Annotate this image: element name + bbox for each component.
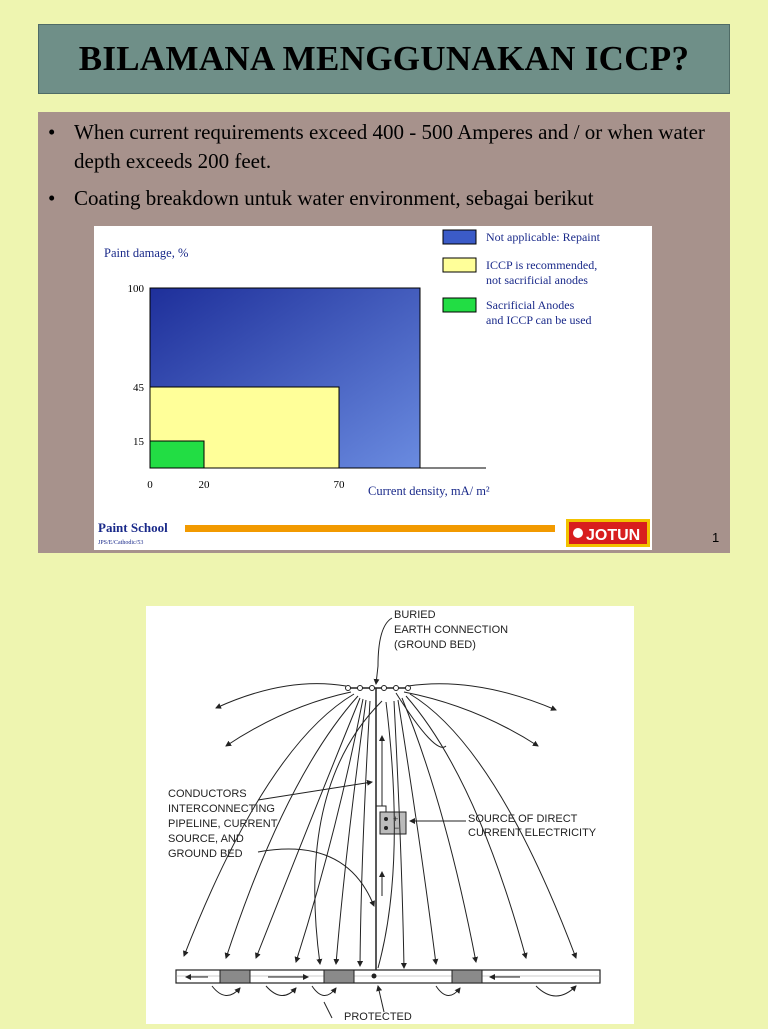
footer-brand: Paint School	[98, 520, 168, 535]
jotun-emblem-icon	[573, 528, 583, 538]
svg-text:SOURCE OF DIRECT: SOURCE OF DIRECT	[468, 813, 578, 825]
svg-text:CURRENT ELECTRICITY: CURRENT ELECTRICITY	[468, 827, 597, 839]
legend-label: not sacrificial anodes	[486, 273, 588, 287]
bullet-dot-icon: •	[48, 120, 56, 144]
slide-title-box	[38, 24, 730, 94]
chart-region-2	[150, 441, 204, 468]
bullet-text: Coating breakdown untuk water environment, sebagai berikut	[74, 186, 594, 210]
svg-text:CONDUCTORS: CONDUCTORS	[168, 788, 247, 800]
bullet-text: When current requirements exceed 400 - 500 Amperes and / or when water depth exceeds 200 feet.	[74, 120, 705, 173]
legend-swatch	[443, 298, 476, 312]
y-axis-label: Paint damage, %	[104, 246, 189, 260]
dc-source-icon	[380, 812, 406, 834]
y-tick-label: 100	[127, 283, 144, 295]
legend-label: Sacrificial Anodes	[486, 298, 575, 312]
iccp-diagram	[146, 606, 634, 1024]
svg-text:PIPELINE, CURRENT: PIPELINE, CURRENT	[168, 818, 278, 830]
svg-text:BURIED: BURIED	[394, 609, 436, 621]
bullet-dot-icon: •	[48, 186, 56, 210]
pipeline	[176, 970, 600, 983]
x-axis-label: Current density, mA/ m²	[368, 484, 490, 498]
return-loops	[212, 986, 576, 996]
svg-text:−: −	[394, 823, 400, 833]
ground-bed	[346, 686, 411, 691]
footer-orange-bar	[185, 525, 555, 532]
svg-text:(GROUND BED): (GROUND BED)	[394, 639, 476, 651]
slide-title: BILAMANA MENGGUNAKAN ICCP?	[78, 39, 690, 78]
footer-ref: JPS/E/Cathodic/53	[98, 540, 144, 546]
coating-defect	[324, 970, 354, 983]
svg-text:INTERCONNECTING: INTERCONNECTING	[168, 803, 275, 815]
chart-container	[94, 226, 652, 550]
legend-swatch	[443, 258, 476, 272]
legend-label: ICCP is recommended,	[486, 258, 598, 272]
legend-label: and ICCP can be used	[486, 313, 592, 327]
buried-label	[394, 609, 508, 651]
y-tick-label: 15	[133, 436, 144, 448]
protected-label: PROTECTED	[344, 1011, 412, 1023]
iccp-diagram-svg	[146, 606, 634, 1024]
coating-defect	[220, 970, 250, 983]
jotun-logo	[566, 519, 650, 547]
x-tick-label: 20	[198, 479, 210, 491]
svg-text:EARTH CONNECTION: EARTH CONNECTION	[394, 624, 509, 636]
logo-text: JOTUN	[586, 527, 641, 544]
svg-text:GROUND BED: GROUND BED	[168, 848, 243, 860]
x-tick-label: 70	[333, 479, 345, 491]
conductors-label	[168, 788, 278, 860]
coating-defect	[452, 970, 482, 983]
page-number: 1	[712, 530, 720, 545]
y-tick-label: 45	[133, 382, 144, 394]
x-tick-label: 0	[147, 479, 153, 491]
legend-label: Not applicable: Repaint	[486, 230, 600, 244]
buried-pointer	[376, 618, 392, 684]
svg-text:+: +	[393, 814, 399, 824]
legend-swatch	[443, 230, 476, 244]
slide-body	[38, 112, 730, 553]
svg-text:SOURCE, AND: SOURCE, AND	[168, 833, 244, 845]
paint-damage-chart	[94, 226, 652, 550]
source-label	[468, 813, 597, 839]
